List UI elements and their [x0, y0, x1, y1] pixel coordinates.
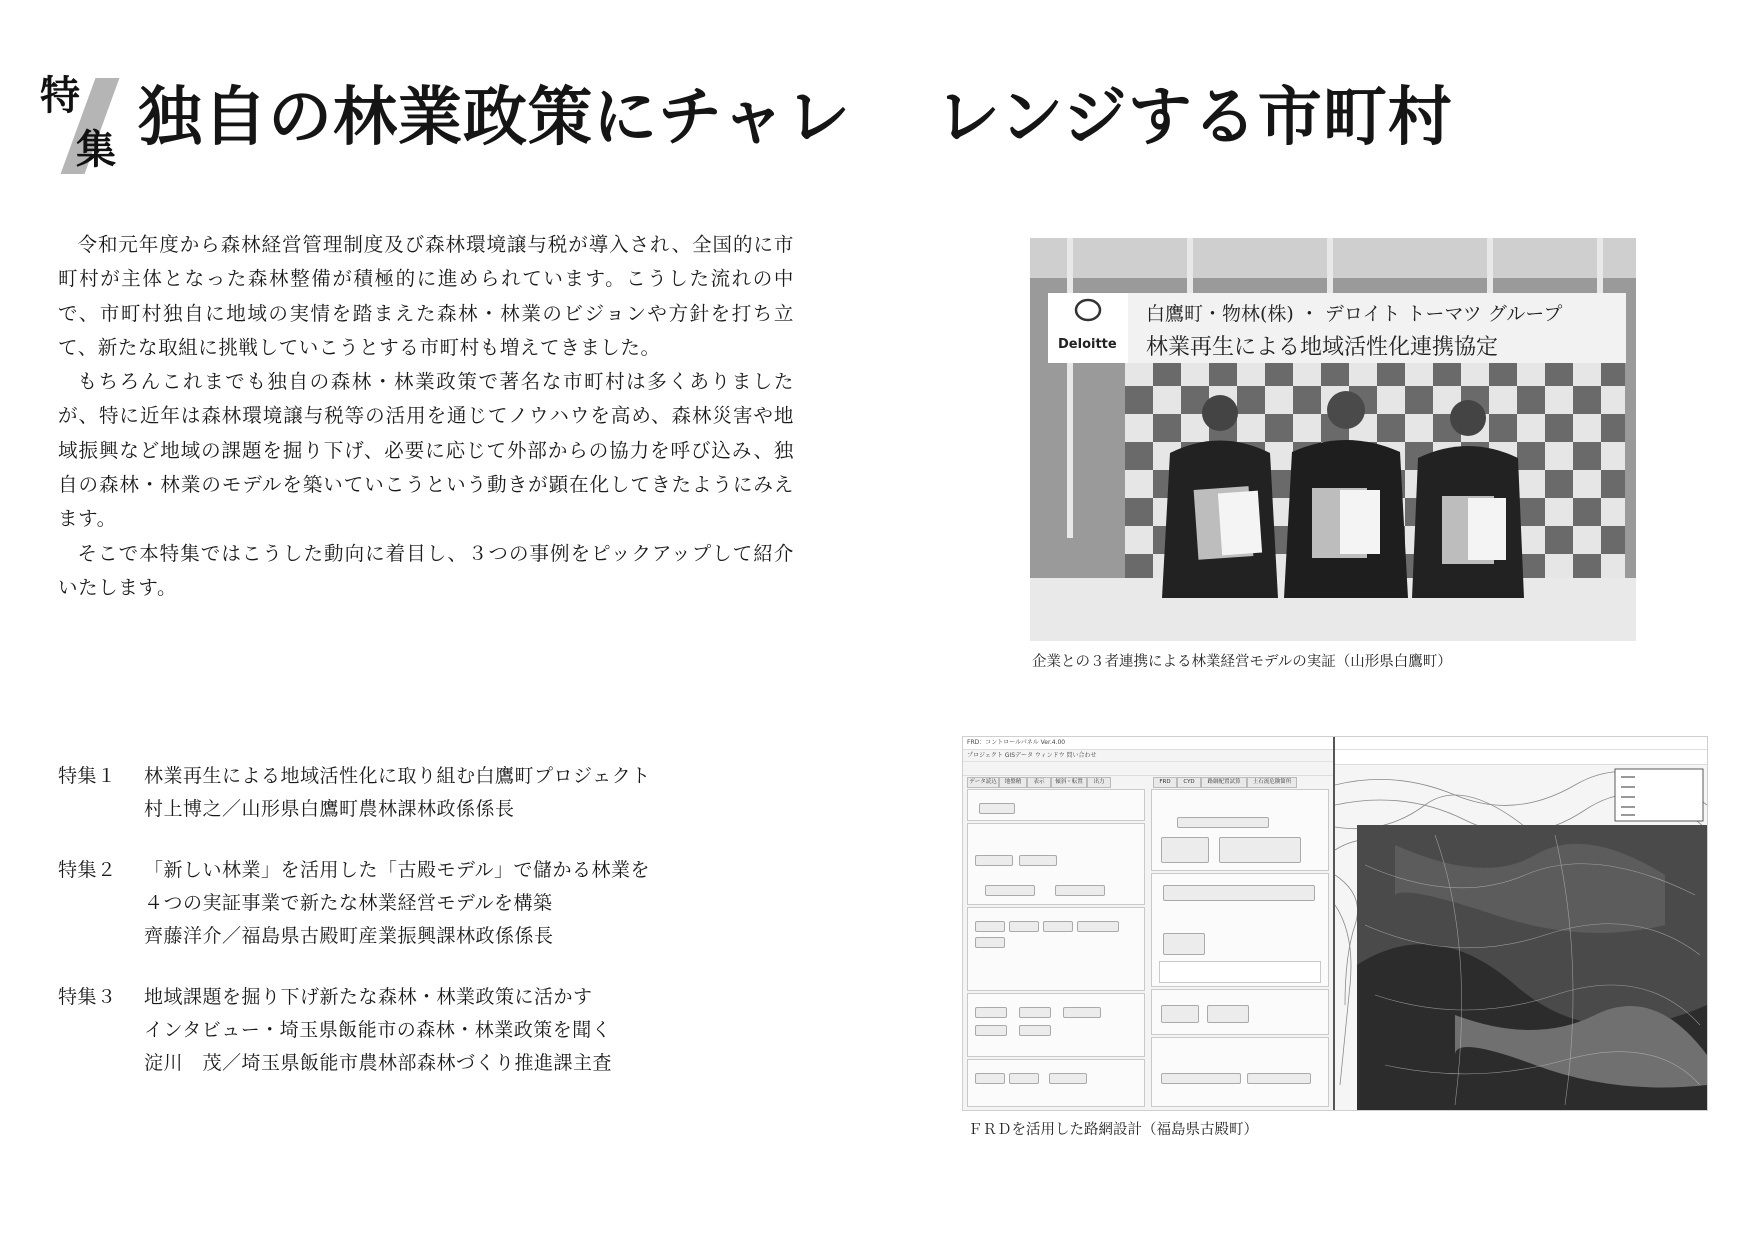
feature-title: 林業再生による地域活性化に取り組む白鷹町プロジェクト	[144, 765, 651, 787]
feature-author: 村上博之／山形県白鷹町農林課林政係係長	[144, 798, 515, 820]
window-toolbar	[963, 762, 1333, 776]
tab-left: 地盤精	[999, 777, 1027, 788]
badge-char-bottom: 集	[76, 127, 116, 173]
tab-right: CYD	[1177, 777, 1201, 788]
ui-button	[1163, 933, 1205, 955]
screenshot-caption: ＦＲＤを活用した路網設計（福島県古殿町）	[968, 1122, 1258, 1138]
feature-subtitle: インタビュー・埼玉県飯能市の森林・林業政策を聞く	[144, 1019, 612, 1041]
feature-label: 特集３	[58, 986, 117, 1008]
ui-button	[1019, 1007, 1051, 1018]
ui-button	[1163, 885, 1315, 901]
intro-text	[58, 228, 794, 605]
ui-button	[1019, 855, 1057, 866]
contour-map	[1335, 765, 1707, 1111]
ui-button	[1207, 1005, 1249, 1023]
feature-item	[58, 854, 758, 953]
map-window	[1335, 737, 1707, 1110]
ui-button	[1219, 837, 1301, 863]
ui-button	[1161, 1005, 1199, 1023]
page-title-left: 独自の林業政策にチャレ	[138, 80, 852, 155]
tab-left: 表示	[1027, 777, 1051, 788]
ui-button	[979, 803, 1015, 814]
people-silhouettes	[1162, 391, 1524, 598]
ui-button	[1063, 1007, 1101, 1018]
ui-button	[1055, 885, 1105, 896]
photo1-caption: 企業との３者連携による林業経営モデルの実証（山形県白鷹町）	[1032, 654, 1452, 670]
feature-title: 地域課題を掘り下げ新たな森林・林業政策に活かす	[144, 986, 593, 1008]
signing-ceremony-photo	[1030, 238, 1636, 641]
ui-button	[1177, 817, 1269, 828]
ui-button	[1077, 921, 1119, 932]
ui-button	[1161, 1073, 1241, 1084]
feature-badge	[38, 72, 130, 176]
intro-paragraph: そこで本特集ではこうした動向に着目し、３つの事例をピックアップして紹介いたします。	[58, 541, 794, 599]
feature-list	[58, 760, 758, 1108]
feature-author: 淀川 茂／埼玉県飯能市農林部森林づくり推進課主査	[144, 1052, 613, 1074]
ui-button	[975, 1073, 1005, 1084]
map-window-toolbar	[1335, 750, 1707, 765]
feature-title: 「新しい林業」を活用した「古殿モデル」で儲かる林業を	[144, 859, 651, 881]
ui-button	[975, 937, 1005, 948]
text-area	[1159, 961, 1321, 983]
ui-button	[1009, 921, 1039, 932]
tab-right: FRD	[1153, 777, 1177, 788]
control-panel-window	[963, 737, 1335, 1110]
intro-paragraph: 令和元年度から森林経営管理制度及び森林環境譲与税が導入され、全国的に市町村が主体となった森林整備が積極的に進められています。こうした流れの中で、市町村独自に地域の実情を踏まえた森林・林業のビジョンや方針を打ち立て、新たな取組に挑戦していこうとする市町村も増えてきました。	[58, 233, 794, 359]
window-title: FRD：コントロールパネル Ver.4.00	[963, 737, 1333, 750]
ui-button	[975, 921, 1005, 932]
ui-button	[1247, 1073, 1311, 1084]
ui-button	[975, 1025, 1007, 1036]
ui-button	[975, 855, 1013, 866]
feature-label: 特集２	[58, 859, 117, 881]
panel	[1151, 1037, 1329, 1107]
map-window-titlebar	[1335, 737, 1707, 750]
tab-left: 傾斜・転置	[1051, 777, 1087, 788]
window-menu: プロジェクト GISデータ ウィンドウ 問い合わせ	[963, 750, 1333, 762]
banner-line-2: 林業再生による地域活性化連携協定	[1146, 335, 1499, 360]
frd-software-screenshot	[962, 736, 1708, 1111]
feature-item	[58, 981, 758, 1080]
feature-author: 齊藤洋介／福島県古殿町産業振興課林政係係長	[144, 925, 554, 947]
ui-button	[1043, 921, 1073, 932]
feature-label: 特集１	[58, 765, 117, 787]
photo-illustration	[1030, 238, 1636, 641]
feature-item	[58, 760, 758, 826]
ui-button	[1161, 837, 1209, 863]
feature-subtitle: ４つの実証事業で新たな林業経営モデルを構築	[144, 892, 553, 914]
ui-button	[985, 885, 1035, 896]
ui-button	[1019, 1025, 1051, 1036]
intro-paragraph: もちろんこれまでも独自の森林・林業政策で著名な市町村は多くありましたが、特に近年は森林環境譲与税等の活用を通じてノウハウを高め、森林災害や地域振興など地域の課題を掘り下げ、必要に応じて外部からの協力を呼び込み、独自の森林・林業のモデルを築いていこうという動きが顕在化してきたようにみえます。	[58, 370, 794, 531]
tab-right: 路網配置試算	[1201, 777, 1247, 788]
ui-button	[1009, 1073, 1039, 1084]
badge-char-top: 特	[40, 73, 80, 119]
panel	[967, 907, 1145, 991]
tab-left: データ読込	[967, 777, 999, 788]
tab-right: 土石流危険箇所	[1247, 777, 1297, 788]
deloitte-logo-text: Deloitte	[1058, 337, 1117, 352]
banner-line-1: 白鷹町・物林(株) ・ デロイト トーマツ グループ	[1146, 303, 1563, 325]
ui-button	[975, 1007, 1007, 1018]
tab-left: 出力	[1087, 777, 1111, 788]
ui-button	[1049, 1073, 1087, 1084]
page-title-right: レンジする市町村	[936, 80, 1453, 155]
